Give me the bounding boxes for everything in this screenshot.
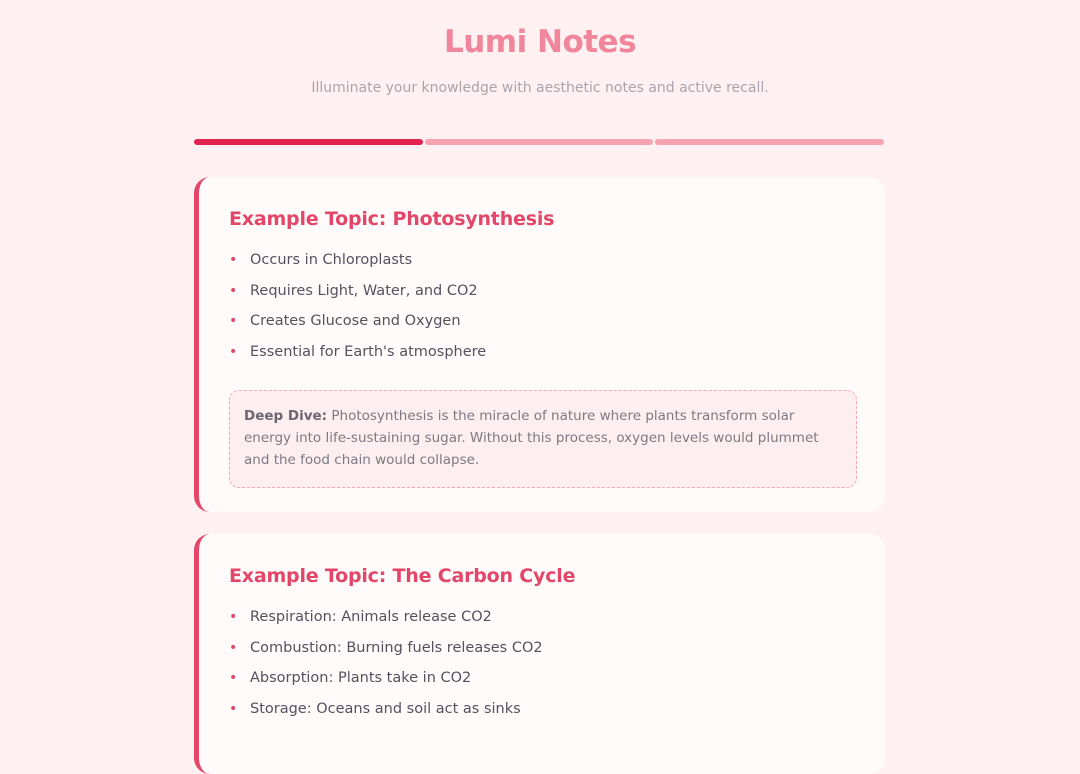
bullet-icon: • xyxy=(229,700,238,717)
list-item xyxy=(229,342,857,373)
bullet-list xyxy=(229,607,857,729)
bullet-icon: • xyxy=(229,670,238,686)
list-item-text: Respiration: Animals release CO2 xyxy=(250,609,492,625)
deep-dive-box xyxy=(229,390,857,488)
step-progress-bar xyxy=(194,139,884,145)
list-item xyxy=(229,699,857,730)
list-item-text: Occurs in Chloroplasts xyxy=(250,252,413,268)
list-item-text: Storage: Oceans and soil act as sinks xyxy=(250,700,521,717)
progress-segment-3 xyxy=(655,139,884,145)
bullet-icon: • xyxy=(229,282,238,299)
list-item-text: Absorption: Plants take in CO2 xyxy=(250,670,472,686)
card-title: Example Topic: Photosynthesis xyxy=(229,208,555,230)
bullet-icon: • xyxy=(229,343,238,360)
list-item xyxy=(229,607,857,638)
bullet-icon: • xyxy=(229,252,238,268)
app-title: Lumi Notes xyxy=(443,24,637,60)
list-item xyxy=(229,250,857,281)
bullet-icon: • xyxy=(229,609,238,625)
note-card-photosynthesis xyxy=(194,177,885,512)
bullet-list xyxy=(229,250,857,372)
note-card-carbon-cycle xyxy=(194,534,885,774)
list-item xyxy=(229,668,857,699)
deep-dive-label: Deep Dive: xyxy=(244,408,328,424)
list-item xyxy=(229,281,857,312)
bullet-icon: • xyxy=(229,313,238,329)
deep-dive-text: Photosynthesis is the miracle of nature where plants transform solar energy into life-sustaining sugar. Without this process, oxygen levels would plummet and the food chain would collapse. xyxy=(244,408,819,468)
card-title: Example Topic: The Carbon Cycle xyxy=(229,565,576,587)
bullet-icon: • xyxy=(229,639,238,656)
list-item xyxy=(229,311,857,342)
list-item xyxy=(229,638,857,669)
list-item-text: Combustion: Burning fuels releases CO2 xyxy=(250,639,543,656)
list-item-text: Essential for Earth's atmosphere xyxy=(250,343,487,360)
app-subtitle: Illuminate your knowledge with aesthetic notes and active recall. xyxy=(311,80,769,96)
list-item-text: Requires Light, Water, and CO2 xyxy=(250,282,478,299)
progress-segment-2 xyxy=(425,139,654,145)
progress-segment-1 xyxy=(194,139,423,145)
list-item-text: Creates Glucose and Oxygen xyxy=(250,313,461,329)
